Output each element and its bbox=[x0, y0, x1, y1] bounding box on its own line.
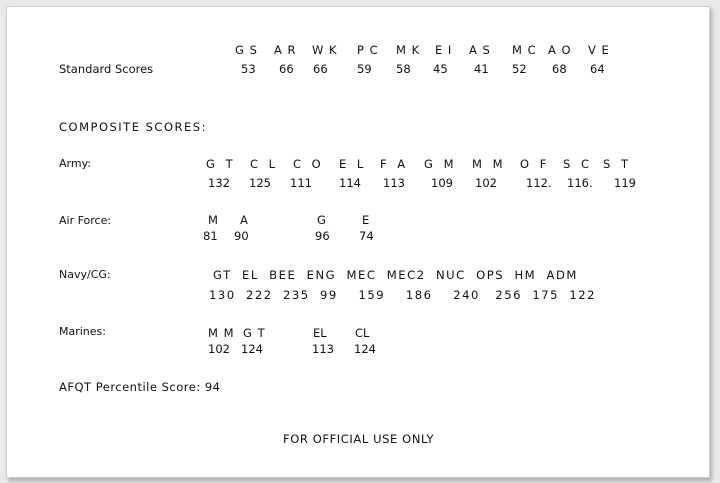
std-score-pc: 59 bbox=[357, 62, 372, 76]
af-score-a: 90 bbox=[234, 229, 249, 243]
std-score-ar: 66 bbox=[279, 62, 294, 76]
af-code-e: E bbox=[362, 213, 370, 227]
army-code-st: S T bbox=[603, 157, 632, 171]
marines-score-gt: 124 bbox=[241, 342, 263, 356]
std-code-ar: A R bbox=[274, 43, 297, 57]
army-code-mm: M M bbox=[472, 157, 506, 171]
army-score-fa: 113 bbox=[383, 176, 405, 190]
std-code-mk: M K bbox=[396, 43, 421, 57]
army-score-co: 111 bbox=[290, 176, 312, 190]
std-code-gs: G S bbox=[235, 43, 258, 57]
std-code-ve: V E bbox=[588, 43, 610, 57]
air-force-label: Air Force: bbox=[59, 214, 112, 227]
marines-code-el: EL bbox=[313, 326, 327, 340]
army-code-fa: F A bbox=[380, 157, 409, 171]
marines-code-cl: CL bbox=[355, 326, 370, 340]
army-score-gt: 132 bbox=[208, 176, 230, 190]
marines-score-mm: 102 bbox=[208, 342, 230, 356]
std-code-ao: A O bbox=[548, 43, 572, 57]
army-score-gm: 109 bbox=[431, 176, 453, 190]
army-score-sc: 116. bbox=[567, 176, 593, 190]
army-code-of: O F bbox=[520, 157, 550, 171]
army-code-co: C O bbox=[293, 157, 325, 171]
army-score-el: 114 bbox=[339, 176, 361, 190]
af-code-g: G bbox=[317, 213, 326, 227]
std-score-gs: 53 bbox=[241, 62, 256, 76]
af-code-m: M bbox=[208, 213, 218, 227]
std-code-as: A S bbox=[469, 43, 491, 57]
army-score-mm: 102 bbox=[475, 176, 497, 190]
std-code-ei: E I bbox=[435, 43, 453, 57]
navy-scores: 130 222 235 99 159 186 240 256 175 122 bbox=[209, 288, 597, 302]
std-score-as: 41 bbox=[474, 62, 489, 76]
army-code-gm: G M bbox=[424, 157, 457, 171]
std-code-wk: W K bbox=[312, 43, 338, 57]
std-score-ao: 68 bbox=[552, 62, 567, 76]
army-code-el: E L bbox=[339, 157, 367, 171]
std-score-mk: 58 bbox=[396, 62, 411, 76]
af-code-a: A bbox=[240, 213, 248, 227]
army-score-st: 119 bbox=[614, 176, 636, 190]
std-code-mc: M C bbox=[512, 43, 537, 57]
composite-scores-heading: COMPOSITE SCORES: bbox=[59, 120, 207, 134]
army-label: Army: bbox=[59, 157, 91, 170]
marines-score-el: 113 bbox=[312, 342, 334, 356]
army-score-of: 112. bbox=[526, 176, 552, 190]
army-code-cl: C L bbox=[250, 157, 279, 171]
af-score-m: 81 bbox=[203, 229, 218, 243]
afqt-percentile-score: AFQT Percentile Score: 94 bbox=[59, 380, 221, 394]
std-code-pc: P C bbox=[357, 43, 379, 57]
std-score-mc: 52 bbox=[512, 62, 527, 76]
official-use-notice: FOR OFFICIAL USE ONLY bbox=[283, 432, 435, 446]
std-score-ve: 64 bbox=[590, 62, 605, 76]
navy-codes: GT EL BEE ENG MEC MEC2 NUC OPS HM ADM bbox=[213, 268, 578, 282]
af-score-e: 74 bbox=[359, 229, 374, 243]
marines-code-gt: G T bbox=[243, 326, 266, 340]
navy-cg-label: Navy/CG: bbox=[59, 268, 111, 281]
marines-label: Marines: bbox=[59, 325, 106, 338]
std-score-wk: 66 bbox=[313, 62, 328, 76]
standard-scores-label: Standard Scores bbox=[59, 62, 154, 76]
army-code-gt: G T bbox=[206, 157, 237, 171]
af-score-g: 96 bbox=[315, 229, 330, 243]
army-code-sc: S C bbox=[563, 157, 593, 171]
std-score-ei: 45 bbox=[433, 62, 448, 76]
score-report-page bbox=[6, 6, 710, 478]
marines-score-cl: 124 bbox=[354, 342, 376, 356]
marines-code-mm: M M bbox=[208, 326, 235, 340]
army-score-cl: 125 bbox=[249, 176, 271, 190]
